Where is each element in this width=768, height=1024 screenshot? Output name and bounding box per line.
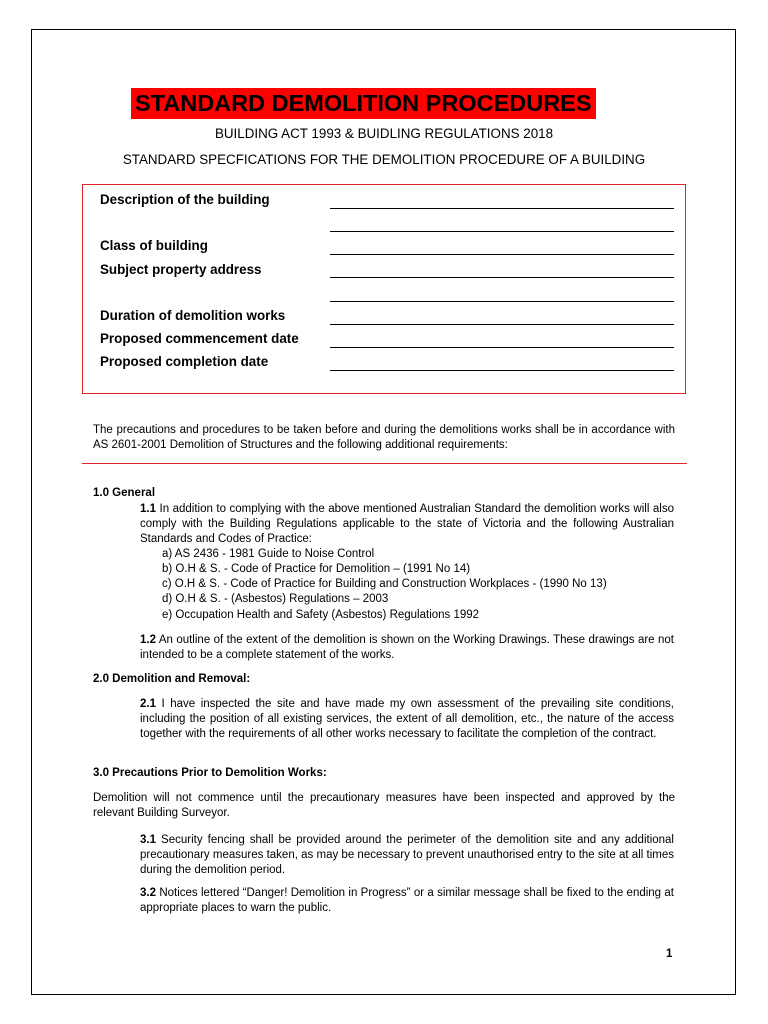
standard-item-d: d) O.H & S. - (Asbestos) Regulations – 2003 xyxy=(162,593,389,605)
clause-3-1 xyxy=(140,833,674,878)
page-number: 1 xyxy=(666,948,673,960)
standard-item-b: b) O.H & S. - Code of Practice for Demolition – (1991 No 14) xyxy=(162,563,471,575)
clause-1-2 xyxy=(140,633,674,663)
clause-1-1-text: In addition to complying with the above mentioned Australian Standard the demolition works will also comply with the Building Regulations applicable to the state of Victoria and the following Australian Standards and Codes of Practice: xyxy=(140,503,674,545)
clause-2-1-number: 2.1 xyxy=(140,698,156,710)
label-commencement: Proposed commencement date xyxy=(100,331,299,346)
section-3-heading: 3.0 Precautions Prior to Demolition Works: xyxy=(93,767,327,779)
label-duration: Duration of demolition works xyxy=(100,308,286,323)
standard-item-c: c) O.H & S. - Code of Practice for Building and Construction Workplaces - (1990 No 13) xyxy=(162,578,607,590)
label-description: Description of the building xyxy=(100,192,270,207)
clause-1-1 xyxy=(140,502,674,547)
field-completion-line[interactable] xyxy=(330,370,674,371)
field-description-line-1[interactable] xyxy=(330,208,674,209)
subtitle-specifications: STANDARD SPECFICATIONS FOR THE DEMOLITION PROCEDURE OF A BUILDING xyxy=(122,152,646,167)
field-description-line-2[interactable] xyxy=(330,231,674,232)
clause-1-2-number: 1.2 xyxy=(140,634,156,646)
clause-3-2-text: Notices lettered “Danger! Demolition in Progress” or a similar message shall be fixed to the ending at appropriate places to warn the public. xyxy=(140,887,674,914)
clause-1-2-text: An outline of the extent of the demolition is shown on the Working Drawings. These drawings are not intended to be a complete statement of the works. xyxy=(140,634,674,661)
section-3-intro: Demolition will not commence until the precautionary measures have been inspected and approved by the relevant Building Surveyor. xyxy=(93,792,675,819)
intro-paragraph: The precautions and procedures to be taken before and during the demolitions works shall be in accordance with AS 2601-2001 Demolition of Structures and the following additional requirements: xyxy=(93,424,675,451)
section-divider xyxy=(82,463,687,464)
field-address-line-2[interactable] xyxy=(330,301,674,302)
clause-2-1 xyxy=(140,697,674,742)
section-1-heading: 1.0 General xyxy=(93,487,156,499)
clause-1-1-number: 1.1 xyxy=(140,503,156,515)
standard-item-a: a) AS 2436 - 1981 Guide to Noise Control xyxy=(162,548,375,560)
section-2-heading: 2.0 Demolition and Removal: xyxy=(93,673,251,685)
subtitle-act: BUILDING ACT 1993 & BUIDLING REGULATIONS 2018 xyxy=(214,126,554,141)
field-commencement-line[interactable] xyxy=(330,347,674,348)
field-address-line-1[interactable] xyxy=(330,277,674,278)
label-class: Class of building xyxy=(100,238,208,253)
page-title: STANDARD DEMOLITION PROCEDURES xyxy=(131,88,596,119)
label-address: Subject property address xyxy=(100,262,262,277)
label-completion: Proposed completion date xyxy=(100,354,269,369)
field-class-line[interactable] xyxy=(330,254,674,255)
clause-3-1-number: 3.1 xyxy=(140,834,156,846)
clause-3-1-text: Security fencing shall be provided around the perimeter of the demolition site and any additional precautionary measures taken, as may be necessary to prevent unauthorised entry to the site at all times during the demolition period. xyxy=(140,834,674,876)
field-duration-line[interactable] xyxy=(330,324,674,325)
clause-2-1-text: I have inspected the site and have made my own assessment of the prevailing site conditions, including the position of all existing services, the extent of all demolition, etc., the nature of the access together with the requirements of all other works necessary to facilitate the completion of the contract. xyxy=(140,698,674,740)
clause-3-2-number: 3.2 xyxy=(140,887,156,899)
standard-item-e: e) Occupation Health and Safety (Asbestos) Regulations 1992 xyxy=(162,609,480,621)
clause-3-2 xyxy=(140,886,674,916)
